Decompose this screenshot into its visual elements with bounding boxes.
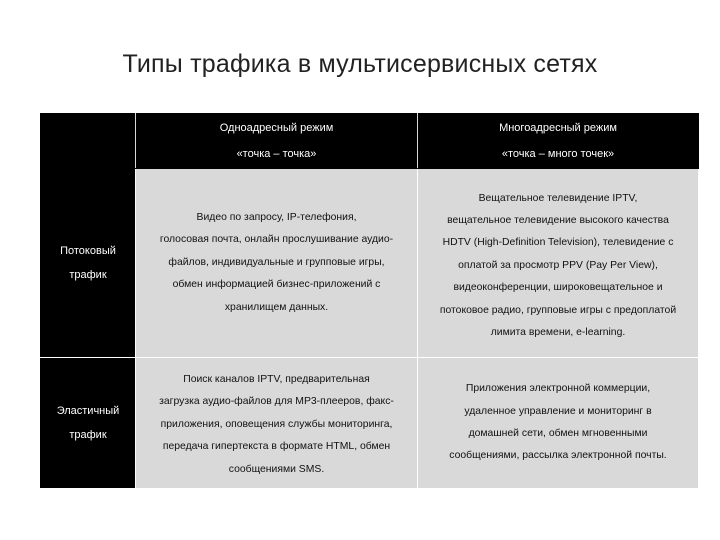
cell-text-line: Видео по запросу, IP-телефония, bbox=[196, 211, 357, 223]
cell-text-line: приложения, оповещения службы мониторинга, bbox=[160, 418, 393, 430]
cell-text-line: сообщениями SMS. bbox=[228, 463, 325, 475]
cell-text-line: домашней сети, обмен мгновенными bbox=[468, 428, 648, 439]
elastic-multicast-cell bbox=[418, 358, 699, 489]
header-unicast-subtitle: «точка – точка» bbox=[236, 148, 317, 160]
table-row-elastic bbox=[41, 358, 699, 489]
elastic-unicast-cell bbox=[136, 358, 418, 489]
table-row-streaming bbox=[41, 169, 699, 358]
cell-text-line: лимита времени, e-learning. bbox=[490, 327, 626, 339]
row-label-line: Потоковый bbox=[60, 245, 116, 257]
cell-text-line: обмен информацией бизнес-приложений с bbox=[172, 279, 381, 291]
row-label-line: трафик bbox=[69, 429, 107, 441]
row-label-streaming bbox=[41, 169, 136, 358]
cell-text-line: Вещательное телевидение IPTV, bbox=[478, 192, 638, 204]
row-label-line: трафик bbox=[69, 269, 107, 281]
cell-text-line: сообщениями, рассылка электронной почты. bbox=[449, 450, 667, 462]
table-header-row bbox=[41, 114, 699, 169]
cell-text-line: передача гипертекста в формате HTML, обмен bbox=[162, 441, 391, 453]
cell-text-line: загрузка аудио-файлов для MP3-плееров, факс- bbox=[159, 396, 394, 408]
header-multicast-subtitle: «точка – много точек» bbox=[501, 148, 615, 160]
cell-text-line: хранилищем данных. bbox=[224, 301, 329, 313]
cell-text-line: потоковое радио, групповые игры с предоплатой bbox=[439, 304, 677, 316]
header-unicast-cell bbox=[136, 114, 418, 169]
cell-text-line: вещательное телевидение высокого качества bbox=[447, 214, 669, 226]
header-corner-cell bbox=[41, 114, 136, 169]
cell-text-line: удаленное управление и мониторинг в bbox=[464, 405, 652, 417]
cell-text-line: файлов, индивидуальные и групповые игры, bbox=[168, 256, 385, 268]
cell-text-line: Приложения электронной коммерции, bbox=[465, 383, 651, 395]
cell-text-line: голосовая почта, онлайн прослушивание аудио- bbox=[159, 234, 394, 246]
cell-text-line: Поиск каналов IPTV, предварительная bbox=[183, 373, 370, 385]
cell-text-line: видеоконференции, широковещательное и bbox=[453, 282, 663, 294]
header-unicast-title: Одноадресный режим bbox=[219, 122, 334, 134]
traffic-types-table bbox=[40, 113, 699, 489]
header-multicast-cell bbox=[418, 114, 699, 169]
cell-text-line: оплатой за просмотр PPV (Pay Per View), bbox=[458, 259, 658, 271]
cell-text-line: HDTV (High-Definition Television), телевидение с bbox=[442, 237, 674, 249]
header-multicast-title: Многоадресный режим bbox=[499, 122, 617, 134]
row-label-line: Эластичный bbox=[56, 405, 120, 417]
row-label-elastic bbox=[41, 358, 136, 489]
streaming-multicast-cell bbox=[418, 169, 699, 358]
streaming-unicast-cell bbox=[136, 169, 418, 358]
slide-title: Типы трафика в мультисервисных сетях bbox=[122, 50, 598, 78]
